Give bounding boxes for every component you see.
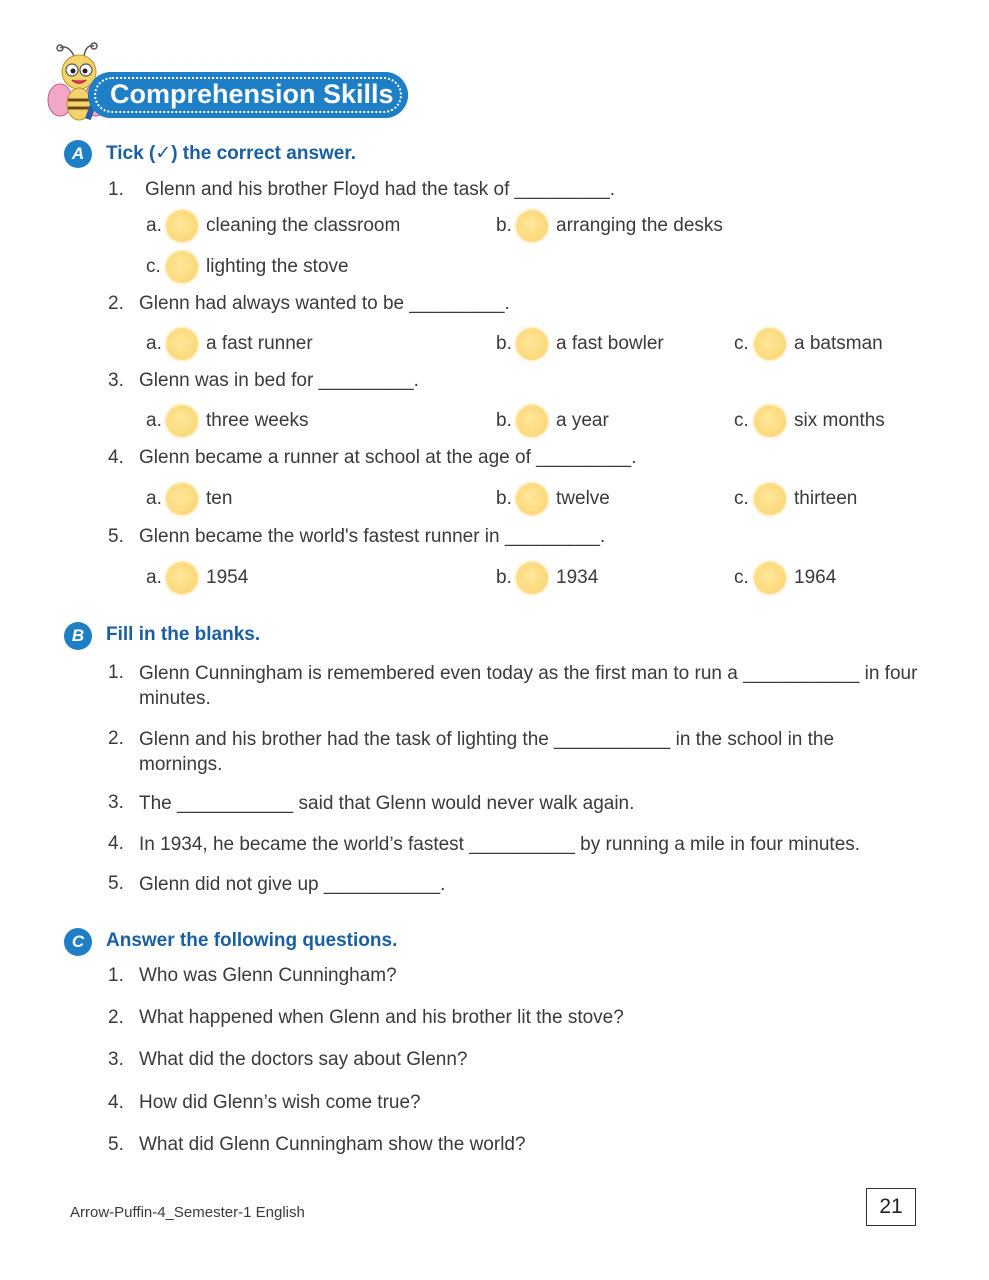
option-letter: c. <box>734 567 749 588</box>
question-text: Glenn became the world's fastest runner in _________. <box>139 526 606 547</box>
option-letter: a. <box>146 333 162 354</box>
option-letter: a. <box>146 488 162 509</box>
banner-title: Comprehension Skills <box>110 79 394 109</box>
answer-question: What happened when Glenn and his brother lit the stove? <box>139 1007 624 1028</box>
item-number: 1. <box>108 965 124 986</box>
section-c-badge: C <box>64 928 92 956</box>
option-letter: b. <box>496 215 512 236</box>
option-label: three weeks <box>206 410 309 431</box>
option-label: a fast bowler <box>556 333 664 354</box>
tick-bubble[interactable] <box>166 328 198 360</box>
option-a[interactable] <box>146 209 400 243</box>
item-number: 1. <box>108 662 124 683</box>
option-letter: c. <box>146 256 161 277</box>
option-label: a batsman <box>794 333 883 354</box>
section-a-badge: A <box>64 140 92 168</box>
item-number: 2. <box>108 1007 124 1028</box>
book-title-footer: Arrow-Puffin-4_Semester-1 English <box>70 1204 305 1221</box>
tick-bubble[interactable] <box>166 251 198 283</box>
question-text: Glenn was in bed for _________. <box>139 370 419 391</box>
option-b[interactable] <box>496 482 610 516</box>
answer-question: What did the doctors say about Glenn? <box>139 1049 468 1070</box>
option-c[interactable] <box>734 327 883 361</box>
item-number: 3. <box>108 792 124 813</box>
item-number: 2. <box>108 728 124 749</box>
answer-question: Who was Glenn Cunningham? <box>139 965 397 986</box>
option-a[interactable] <box>146 561 248 595</box>
option-letter: c. <box>734 410 749 431</box>
question-number: 1. <box>108 179 124 200</box>
option-letter: a. <box>146 215 162 236</box>
question-number: 4. <box>108 447 124 468</box>
item-number: 4. <box>108 833 124 854</box>
option-label: 1934 <box>556 567 599 588</box>
section-b-badge: B <box>64 622 92 650</box>
option-c[interactable] <box>734 482 857 516</box>
option-letter: a. <box>146 410 162 431</box>
tick-bubble[interactable] <box>166 405 198 437</box>
section-banner <box>88 72 408 118</box>
item-number: 4. <box>108 1092 124 1113</box>
question-text: Glenn became a runner at school at the age of _________. <box>139 447 637 468</box>
tick-bubble[interactable] <box>516 562 548 594</box>
section-b-title: Fill in the blanks. <box>106 624 261 645</box>
fill-blank-item: Glenn did not give up ___________. <box>139 874 446 895</box>
option-a[interactable] <box>146 404 308 438</box>
option-c[interactable] <box>734 561 836 595</box>
item-number: 5. <box>108 1134 124 1155</box>
option-letter: c. <box>734 333 749 354</box>
question-number: 5. <box>108 526 124 547</box>
option-letter: b. <box>496 410 512 431</box>
question-number: 3. <box>108 370 124 391</box>
option-letter: b. <box>496 333 512 354</box>
item-number: 3. <box>108 1049 124 1070</box>
tick-bubble[interactable] <box>754 483 786 515</box>
answer-question: How did Glenn’s wish come true? <box>139 1092 421 1113</box>
section-a-title: Tick (✓) the correct answer. <box>106 143 356 164</box>
option-label: cleaning the classroom <box>206 215 401 236</box>
tick-bubble[interactable] <box>516 210 548 242</box>
option-b[interactable] <box>496 404 609 438</box>
option-b[interactable] <box>496 209 723 243</box>
option-letter: a. <box>146 567 162 588</box>
option-label: ten <box>206 488 233 509</box>
option-c[interactable] <box>734 404 885 438</box>
page-number: 21 <box>866 1188 916 1226</box>
tick-bubble[interactable] <box>166 483 198 515</box>
question-text: Glenn had always wanted to be _________. <box>139 293 510 314</box>
tick-bubble[interactable] <box>516 483 548 515</box>
option-c[interactable] <box>146 250 349 284</box>
fill-blank-item: Glenn Cunningham is remembered even today as the first man to run a ___________ in four minutes. <box>139 663 918 709</box>
tick-bubble[interactable] <box>516 328 548 360</box>
tick-bubble[interactable] <box>754 405 786 437</box>
option-letter: b. <box>496 567 512 588</box>
tick-bubble[interactable] <box>754 328 786 360</box>
option-label: arranging the desks <box>556 215 723 236</box>
option-b[interactable] <box>496 561 598 595</box>
option-a[interactable] <box>146 482 232 516</box>
tick-bubble[interactable] <box>516 405 548 437</box>
fill-blank-item: The ___________ said that Glenn would never walk again. <box>139 793 635 814</box>
option-label: lighting the stove <box>206 256 349 277</box>
option-label: 1964 <box>794 567 837 588</box>
option-a[interactable] <box>146 327 313 361</box>
fill-blank-item: In 1934, he became the world’s fastest __________ by running a mile in four minutes. <box>139 834 861 855</box>
option-label: 1954 <box>206 567 249 588</box>
section-c-title: Answer the following questions. <box>106 930 398 951</box>
question-number: 2. <box>108 293 124 314</box>
answer-question: What did Glenn Cunningham show the world? <box>139 1134 526 1155</box>
option-b[interactable] <box>496 327 664 361</box>
option-label: six months <box>794 410 885 431</box>
question-text: Glenn and his brother Floyd had the task of _________. <box>145 179 616 200</box>
option-label: a year <box>556 410 609 431</box>
item-number: 5. <box>108 873 124 894</box>
option-letter: b. <box>496 488 512 509</box>
tick-bubble[interactable] <box>754 562 786 594</box>
option-letter: c. <box>734 488 749 509</box>
option-label: thirteen <box>794 488 858 509</box>
tick-bubble[interactable] <box>166 562 198 594</box>
option-label: a fast runner <box>206 333 313 354</box>
tick-bubble[interactable] <box>166 210 198 242</box>
option-label: twelve <box>556 488 610 509</box>
fill-blank-item: Glenn and his brother had the task of lighting the ___________ in the school in the mornings. <box>139 729 835 775</box>
